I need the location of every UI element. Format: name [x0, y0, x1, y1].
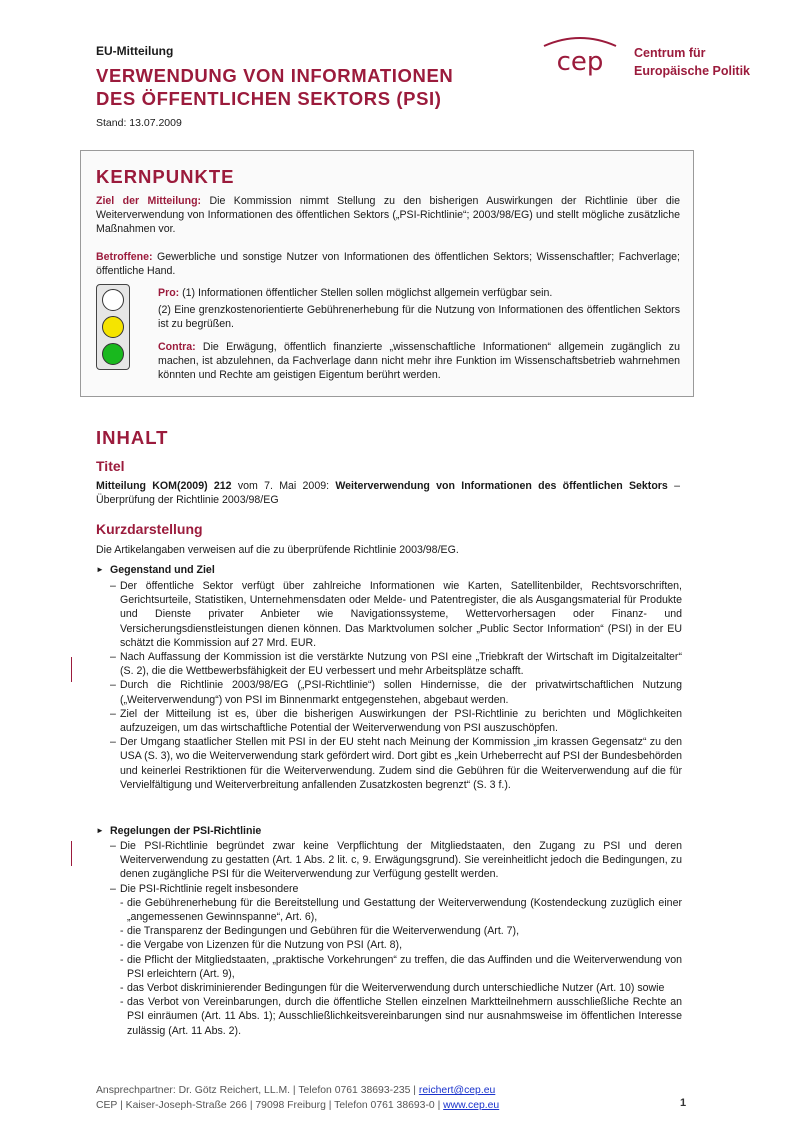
- footer-address-line: CEP | Kaiser-Joseph-Straße 266 | 79098 Freiburg | Telefon 0761 38693-0 | www.cep.eu: [96, 1100, 500, 1111]
- title-line-1: VERWENDUNG VON INFORMATIONEN: [96, 65, 454, 86]
- sub-list-item: - das Verbot von Vereinbarungen, durch die öffentliche Stellen einzelnen Marktteilnehmern ausschließliche Rechte an PSI einräumen (Art. 11 Abs. 1); Ausschließlichkeitsvereinbarungen sind nur ausnahmsweise im öffentlichen Interesse zulässig (Art. 11 Abs. 2).: [120, 996, 682, 1037]
- logo-name-line-1: Centrum für: [634, 46, 706, 60]
- affected-label: Betroffene:: [96, 251, 153, 263]
- traffic-light-icon: [96, 284, 130, 370]
- list-item: – Der öffentliche Sektor verfügt über zahlreiche Informationen wie Karten, Satellitenbilder, Rechtsvorschriften, Gerichtsurteile, Statistiken, Unternehmensdaten oder Melde- und Patentregister, die als Ausgangsmaterial für Produkte und Dienste privater Anbieter wie Navigationssysteme, Wettervorhersagen oder Finanz- und Versicherungsdienstleistungen dienen können. Das Marktvolumen solcher „Public Sector Information“ (PSI) in der EU schätzt die Kommission auf 27 Mrd. EUR.: [110, 580, 682, 649]
- contra-text: Die Erwägung, öffentlich finanzierte „wissenschaftliche Informationen“ allgemein zugänglich zu machen, ist abzulehnen, da Fachverlage dann nicht mehr ihre Funktion im Wissenschaftsbetrieb wahrnehmen könnten und Rechte am geistigen Eigentum berührt werden.: [158, 341, 680, 382]
- contra-label: Contra:: [158, 341, 196, 353]
- traffic-light-yellow-lamp: [102, 316, 124, 338]
- document-date: vom 7. Mai 2009:: [231, 480, 336, 492]
- document-reference: Mitteilung KOM(2009) 212: [96, 480, 232, 492]
- document-type: EU-Mitteilung: [96, 44, 174, 58]
- sub-list-item: - das Verbot diskriminierender Bedingungen für die Weiterverwendung durch unterschiedliche Nutzer (Art. 10) sowie: [120, 982, 665, 995]
- list-item: – Nach Auffassung der Kommission ist die verstärkte Nutzung von PSI eine „Triebkraft der Wirtschaft im Digitalzeitalter“ (S. 2), die die Wettbewerbsfähigkeit der EU verbessert und mehr Arbeitsplätze schafft.: [110, 651, 682, 678]
- rules-sublist: [120, 896, 682, 1038]
- footer-contact-line: Ansprechpartner: Dr. Götz Reichert, LL.M. | Telefon 0761 38693-235 | reichert@cep.eu: [96, 1085, 496, 1096]
- goal-text: Die Kommission nimmt Stellung zu den bisherigen Auswirkungen der Richtlinie über die Weiterverwendung von Informationen des öffentlichen Sektors („PSI-Richtlinie“; 2003/98/EG) und stellt mögliche zusätzliche Maßnahmen vor.: [96, 195, 680, 236]
- section-rules-title: Regelungen der PSI-Richtlinie: [110, 825, 262, 837]
- list-item: – Durch die Richtlinie 2003/98/EG („PSI-Richtlinie“) sollen Hindernisse, die der privatwirtschaftlichen Nutzung („Weiterverwendung“) von PSI im Binnenmarkt entgegenstehen, abgebaut werden.: [110, 679, 682, 706]
- pro-label: Pro:: [158, 287, 180, 299]
- sub-list-item: - die Gebührenerhebung für die Bereitstellung und Gestattung der Weiterverwendung (Kostendeckung zuzüglich einer „angemessenen Gewinnspanne“, Art. 6),: [120, 896, 682, 924]
- bullet-arrow-icon: ►: [96, 565, 104, 574]
- list-item: – Ziel der Mitteilung ist es, über die bisherigen Auswirkungen der PSI-Richtlinie zu berichten und Möglichkeiten aufzuzeigen, um das wirtschaftliche Potential der Weiterverwendung von PSI auszuschöpfen.: [110, 707, 682, 735]
- summary-subheading: Kurzdarstellung: [96, 521, 203, 537]
- contra-paragraph: [158, 340, 680, 383]
- logo-organization-name: [634, 44, 750, 80]
- footer: [96, 1083, 499, 1113]
- cep-logo: [540, 36, 620, 84]
- logo-name-line-2: Europäische Politik: [634, 64, 751, 78]
- website-link[interactable]: www.cep.eu: [443, 1100, 500, 1111]
- section-rules-heading: [96, 825, 261, 837]
- pro-item-2: (2) Eine grenzkostenorientierte Gebührenerhebung für die Nutzung von Informationen des öffentlichen Sektors ist zu begrüßen.: [158, 304, 680, 331]
- affected-text: Gewerbliche und sonstige Nutzer von Informationen des öffentlichen Sektors; Wissenschaftler; Fachverlage; öffentliche Hand.: [96, 251, 680, 278]
- title-subheading: Titel: [96, 458, 125, 474]
- pro-item-1: (1) Informationen öffentlicher Stellen sollen möglichst allgemein verfügbar sein.: [179, 287, 553, 299]
- sub-list-item: - die Vergabe von Lizenzen für die Nutzung von PSI (Art. 8),: [120, 939, 403, 952]
- content-heading: INHALT: [96, 427, 169, 448]
- key-points-heading: KERNPUNKTE: [96, 166, 235, 187]
- traffic-light-green-lamp: [102, 343, 124, 365]
- page-title: [96, 64, 453, 110]
- sub-list-item: - die Pflicht der Mitgliedstaaten, „praktische Vorkehrungen“ zu treffen, die das Auffinden und die Weiterverwendung von PSI erleichtern (Art. 9),: [120, 953, 682, 980]
- traffic-light-white-lamp: [102, 289, 124, 311]
- logo-text: cep: [556, 47, 604, 77]
- title-line-2: DES ÖFFENTLICHEN SEKTORS (PSI): [96, 88, 442, 109]
- document-subtitle: – Überprüfung der Richtlinie 2003/98/EG: [96, 480, 680, 507]
- title-paragraph: [96, 479, 680, 507]
- list-item: – Die PSI-Richtlinie begründet zwar keine Verpflichtung der Mitgliedstaaten, den Zugang zu PSI und deren Weiterverwendung zu gestatten (Art. 1 Abs. 2 lit. c, 9. Erwägungsgrund). Sie vereinheitlicht jedoch die Bedingungen, zu denen zugängliche PSI für die Weiterverwendung zur Verfügung gestellt werden.: [110, 840, 682, 881]
- summary-intro: Die Artikelangaben verweisen auf die zu überprüfende Richtlinie 2003/98/EG.: [96, 544, 459, 556]
- date-stamp: Stand: 13.07.2009: [96, 117, 182, 129]
- affected-paragraph: [96, 250, 680, 278]
- section-subject-heading: [96, 564, 215, 576]
- goal-label: Ziel der Mitteilung:: [96, 195, 202, 207]
- bullet-arrow-icon: ►: [96, 826, 104, 835]
- change-marker: [71, 841, 72, 866]
- sub-list-item: - die Transparenz der Bedingungen und Gebühren für die Weiterverwendung (Art. 7),: [120, 925, 520, 938]
- email-link[interactable]: reichert@cep.eu: [418, 1085, 496, 1096]
- goal-paragraph: [96, 194, 680, 237]
- pro-paragraph: [158, 286, 680, 300]
- list-item: – Die PSI-Richtlinie regelt insbesondere - die Gebührenerhebung für die Bereitstellung und Gestattung der Weiterverwendung (Kostendeckung zuzüglich einer „angemessenen Gewinnspanne“, Art. 6), - die Transparenz der Bedingungen und Gebühren für die Weiterverwendung (Art. 7), - die Vergabe von Lizenzen für die Nutzung von PSI (Art. 8), - die Pflicht der Mitgliedstaaten, „praktische Vorkehrungen“ zu treffen, die das Auffinden und die Weiterverwendung von PSI erleichtern (Art. 9), - das Verbot diskriminierender Bedingungen für die Weiterverwendung durch unterschiedliche Nutzer (Art. 10) sowie - das Verbot von Vereinbarungen, durch die öffentliche Stellen einzelnen Marktteilnehmern ausschließliche Rechte an PSI einräumen (Art. 11 Abs. 1); Ausschließlichkeitsvereinbarungen sind nur ausnahmsweise im öffentlichen Interesse zulässig (Art. 11 Abs. 2).: [110, 882, 682, 1037]
- list-item: – Der Umgang staatlicher Stellen mit PSI in der EU steht nach Meinung der Kommission „im krassen Gegensatz“ zu den USA (S. 3), wo die Weiterverwendung stark gefördert wird. Dort gibt es „kein Urheberrecht auf PSI der Bundesbehörden und keinerlei Restriktionen für die Weiterverwendung. Zudem sind die Gebühren für die Weiterverwendung auf die für Vervielfältigung und Weiterverbreitung anfallenden Zusatzkosten begrenzt“ (S. 3 f.).: [110, 736, 682, 791]
- page-number: 1: [680, 1097, 687, 1109]
- rules-list: [110, 839, 682, 1038]
- document-subject: Weiterverwendung von Informationen des öffentlichen Sektors: [335, 480, 668, 492]
- change-marker: [71, 657, 72, 682]
- section-subject-title: Gegenstand und Ziel: [110, 564, 215, 576]
- subject-list: [110, 579, 682, 792]
